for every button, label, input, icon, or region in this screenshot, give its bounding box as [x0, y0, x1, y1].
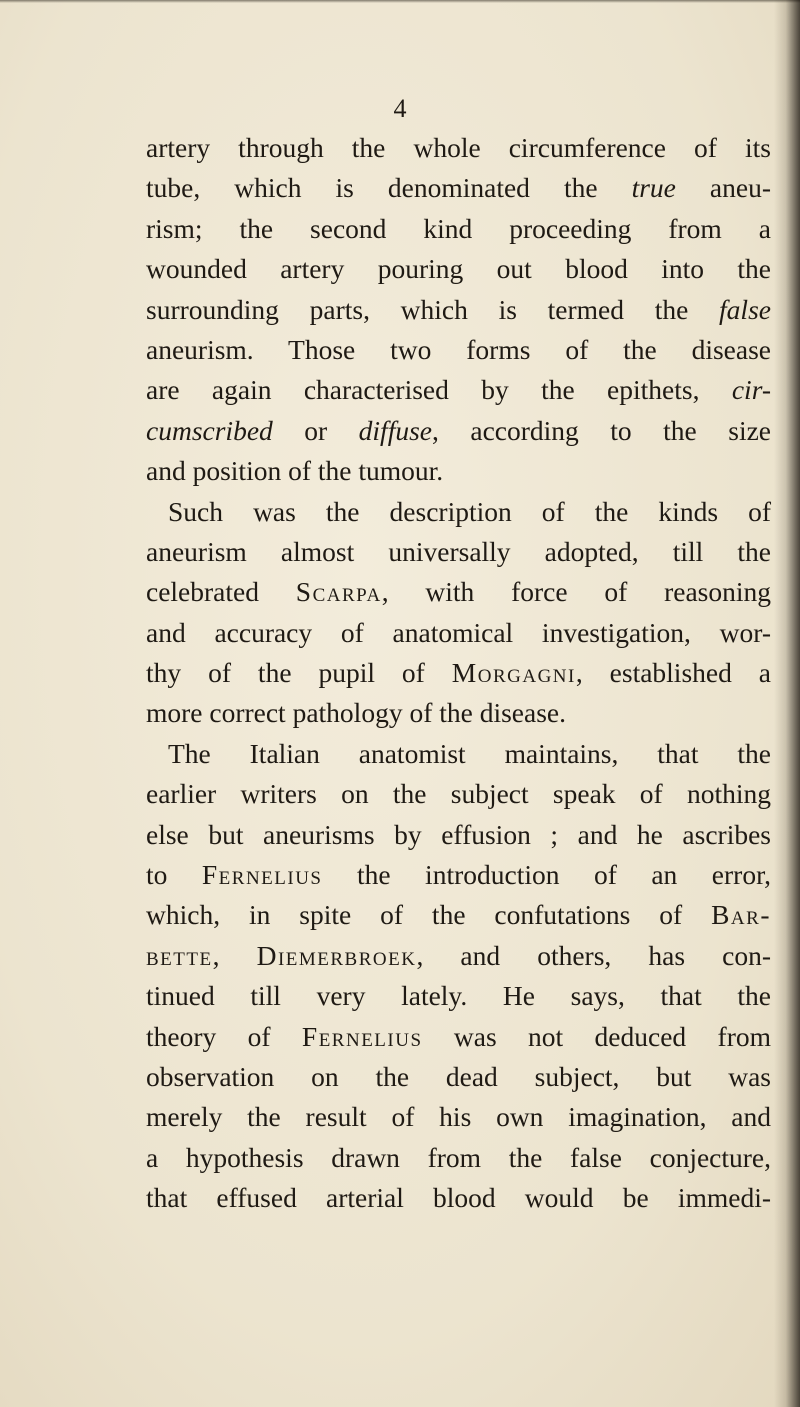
text-line: [146, 1057, 771, 1097]
italic-term: cir-: [731, 374, 771, 406]
small-caps-name: Bar-: [711, 899, 771, 931]
text-line: [146, 734, 771, 774]
text-line: [146, 976, 771, 1016]
page-edge-shadow: [774, 0, 800, 1407]
text-line: [146, 451, 771, 491]
small-caps-name: Morgagni: [451, 657, 576, 689]
body-text: [146, 128, 771, 1219]
text-line: [146, 1097, 771, 1137]
text-run: thy of the pupil of: [146, 657, 452, 689]
text-run: a hypothesis drawn from the false conjecture,: [146, 1141, 771, 1173]
page-number: 4: [393, 94, 407, 123]
text-run: the introduction of an error,: [322, 859, 771, 891]
italic-term: diffuse: [358, 414, 433, 446]
text-run: aneu-: [675, 172, 771, 204]
text-line: [146, 693, 771, 733]
text-run: tube, which is denominated the: [146, 172, 632, 204]
text-run: which, in spite of the confutations of: [146, 899, 712, 931]
text-line: [146, 290, 771, 330]
text-line: [146, 330, 771, 370]
text-line: [146, 572, 771, 612]
text-line: [146, 653, 771, 693]
text-line: [146, 532, 771, 572]
text-line: [146, 1138, 771, 1178]
text-run: The Italian anatomist maintains, that the: [168, 737, 771, 769]
text-run: artery through the whole circumference of its: [146, 132, 771, 163]
text-line: [146, 1017, 771, 1057]
italic-term: true: [631, 172, 676, 204]
text-line: [146, 492, 771, 532]
text-run: wounded artery pouring out blood into the: [146, 253, 771, 285]
text-run: surrounding parts, which is termed the: [146, 293, 720, 325]
text-line: [146, 209, 771, 249]
page-top-edge: [0, 0, 800, 3]
text-line: [146, 936, 771, 976]
text-line: [146, 895, 771, 935]
text-run: theory of: [146, 1020, 302, 1052]
text-run: ,: [212, 939, 257, 971]
text-run: , with force of reasoning: [381, 576, 771, 608]
text-run: celebrated: [146, 576, 296, 608]
text-run: more correct pathology of the disease.: [146, 697, 566, 729]
text-run: to: [146, 859, 202, 891]
text-line: [146, 128, 771, 168]
small-caps-name: Diemerbroek: [256, 939, 417, 971]
small-caps-name: bette: [146, 939, 213, 971]
small-caps-name: Scarpa: [295, 576, 382, 608]
text-run: rism; the second kind proceeding from a: [146, 212, 771, 244]
text-line: [146, 855, 771, 895]
text-run: , according to the size: [432, 414, 771, 446]
text-run: , and others, has con-: [416, 939, 771, 971]
text-run: was not deduced from: [422, 1020, 771, 1052]
italic-term: false: [719, 293, 771, 325]
text-run: Such was the description of the kinds of: [168, 495, 771, 527]
text-run: merely the result of his own imagination, and: [146, 1101, 771, 1133]
text-line: [146, 249, 771, 289]
text-run: , established a: [575, 657, 771, 689]
text-line: [146, 168, 771, 208]
text-line: [146, 815, 771, 855]
text-run: earlier writers on the subject speak of nothing: [146, 778, 771, 810]
text-run: aneurism almost universally adopted, till the: [146, 535, 771, 567]
text-line: [146, 613, 771, 653]
italic-term: cumscribed: [146, 414, 273, 446]
small-caps-name: Fernelius: [301, 1020, 423, 1052]
text-run: aneurism. Those two forms of the disease: [146, 333, 771, 365]
text-run: and position of the tumour.: [146, 455, 444, 487]
text-line: [146, 411, 771, 451]
text-line: [146, 774, 771, 814]
text-run: tinued till very lately. He says, that the: [146, 980, 771, 1012]
text-run: and accuracy of anatomical investigation, wor-: [146, 616, 771, 648]
text-run: observation on the dead subject, but was: [146, 1060, 771, 1092]
text-line: [146, 1178, 771, 1218]
text-run: are again characterised by the epithets,: [146, 374, 732, 406]
text-run: that effused arterial blood would be immedi-: [146, 1182, 771, 1214]
small-caps-name: Fernelius: [201, 859, 323, 891]
text-run: else but aneurisms by effusion ; and he ascribes: [146, 818, 771, 850]
text-line: [146, 370, 771, 410]
text-run: or: [272, 414, 359, 446]
